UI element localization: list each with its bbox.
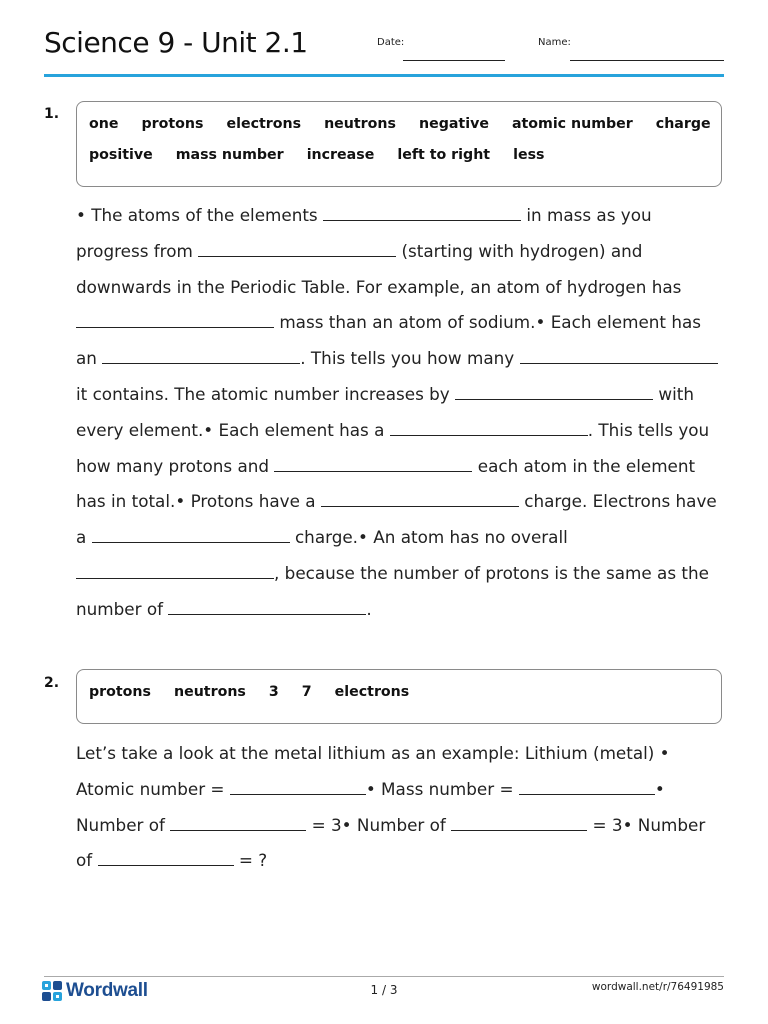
word-bank-row (89, 116, 711, 147)
answer-blank[interactable] (92, 526, 290, 543)
text-segment: = 3• Number of (76, 814, 706, 871)
answer-blank[interactable] (170, 814, 306, 831)
logo-text: Wordwall (66, 980, 148, 1001)
answer-blank[interactable] (76, 562, 274, 579)
question-1-text (76, 198, 726, 628)
word-bank-word[interactable]: protons (141, 116, 204, 132)
answer-blank[interactable] (274, 455, 472, 472)
text-segment: each atom in the element has in total.• Protons have a (76, 455, 696, 512)
header-divider (44, 74, 724, 77)
question-2-text (76, 736, 726, 879)
text-segment: mass than an atom of sodium.• Each element has an (76, 312, 701, 369)
name-label: Name: (538, 37, 571, 48)
text-segment: . This tells you how many protons and (76, 419, 710, 476)
text-segment: in mass as you progress from (76, 205, 652, 261)
answer-blank[interactable] (519, 778, 655, 795)
answer-blank[interactable] (321, 490, 519, 507)
answer-blank[interactable] (230, 778, 366, 795)
question-2-number: 2. (44, 675, 60, 691)
source-url[interactable]: wordwall.net/r/76491985 (591, 981, 724, 993)
text-segment: Let’s take a look at the metal lithium as an example: Lithium (metal) • Atomic number = (76, 743, 670, 799)
answer-blank[interactable] (102, 347, 300, 364)
question-2-word-bank (76, 669, 722, 724)
word-bank-word[interactable]: neutrons (173, 684, 246, 700)
name-field[interactable] (570, 60, 724, 61)
text-segment: = 3• Number of (306, 814, 452, 835)
page-title: Science 9 - Unit 2.1 (44, 26, 308, 59)
date-field[interactable] (403, 60, 505, 61)
answer-blank[interactable] (323, 204, 521, 221)
word-bank-word[interactable]: one (89, 116, 119, 132)
word-bank-word[interactable]: charge (655, 116, 711, 132)
text-segment: it contains. The atomic number increases by (76, 383, 456, 404)
answer-blank[interactable] (98, 849, 234, 866)
text-segment: charge.• An atom has no overall (289, 527, 568, 548)
text-segment: • Number of (76, 778, 665, 835)
answer-blank[interactable] (198, 240, 396, 257)
text-segment: . This tells you how many (300, 348, 520, 369)
word-bank-word[interactable]: electrons (226, 116, 302, 132)
word-bank-word[interactable]: mass number (175, 147, 284, 163)
word-bank-word[interactable]: 3 (268, 684, 279, 700)
word-bank-word[interactable]: less (513, 147, 545, 163)
answer-blank[interactable] (168, 598, 366, 615)
question-1-number: 1. (44, 106, 60, 122)
text-segment: with every element.• Each element has a (76, 383, 695, 440)
date-label: Date: (377, 37, 405, 48)
text-segment: (starting with hydrogen) and downwards in the Periodic Table. For example, an atom of hydrogen has (76, 240, 682, 297)
word-bank-row (89, 684, 711, 715)
word-bank-word[interactable]: neutrons (324, 116, 396, 132)
answer-blank[interactable] (390, 419, 588, 436)
answer-blank[interactable] (455, 383, 653, 400)
word-bank-word[interactable]: left to right (397, 147, 491, 163)
text-segment: , because the number of protons is the same as the number of (76, 562, 709, 619)
text-segment: . (366, 598, 372, 619)
text-segment: • Mass number = (365, 778, 519, 799)
word-bank-word[interactable]: atomic number (511, 116, 633, 132)
word-bank-word[interactable]: electrons (334, 684, 410, 700)
question-1-word-bank (76, 101, 722, 187)
word-bank-row (89, 147, 711, 178)
word-bank-word[interactable]: positive (89, 147, 153, 163)
answer-blank[interactable] (451, 814, 587, 831)
word-bank-word[interactable]: increase (306, 147, 375, 163)
text-segment: = ? (233, 850, 268, 871)
text-segment: charge. Electrons have a (76, 491, 717, 548)
text-segment: • The atoms of the elements (76, 205, 323, 225)
page-number: 1 / 3 (370, 983, 398, 997)
footer-divider (44, 976, 724, 977)
answer-blank[interactable] (520, 347, 718, 364)
word-bank-word[interactable]: protons (89, 684, 151, 700)
answer-blank[interactable] (76, 311, 274, 328)
worksheet-header (44, 24, 724, 78)
word-bank-word[interactable]: negative (418, 116, 489, 132)
word-bank-word[interactable]: 7 (301, 684, 312, 700)
